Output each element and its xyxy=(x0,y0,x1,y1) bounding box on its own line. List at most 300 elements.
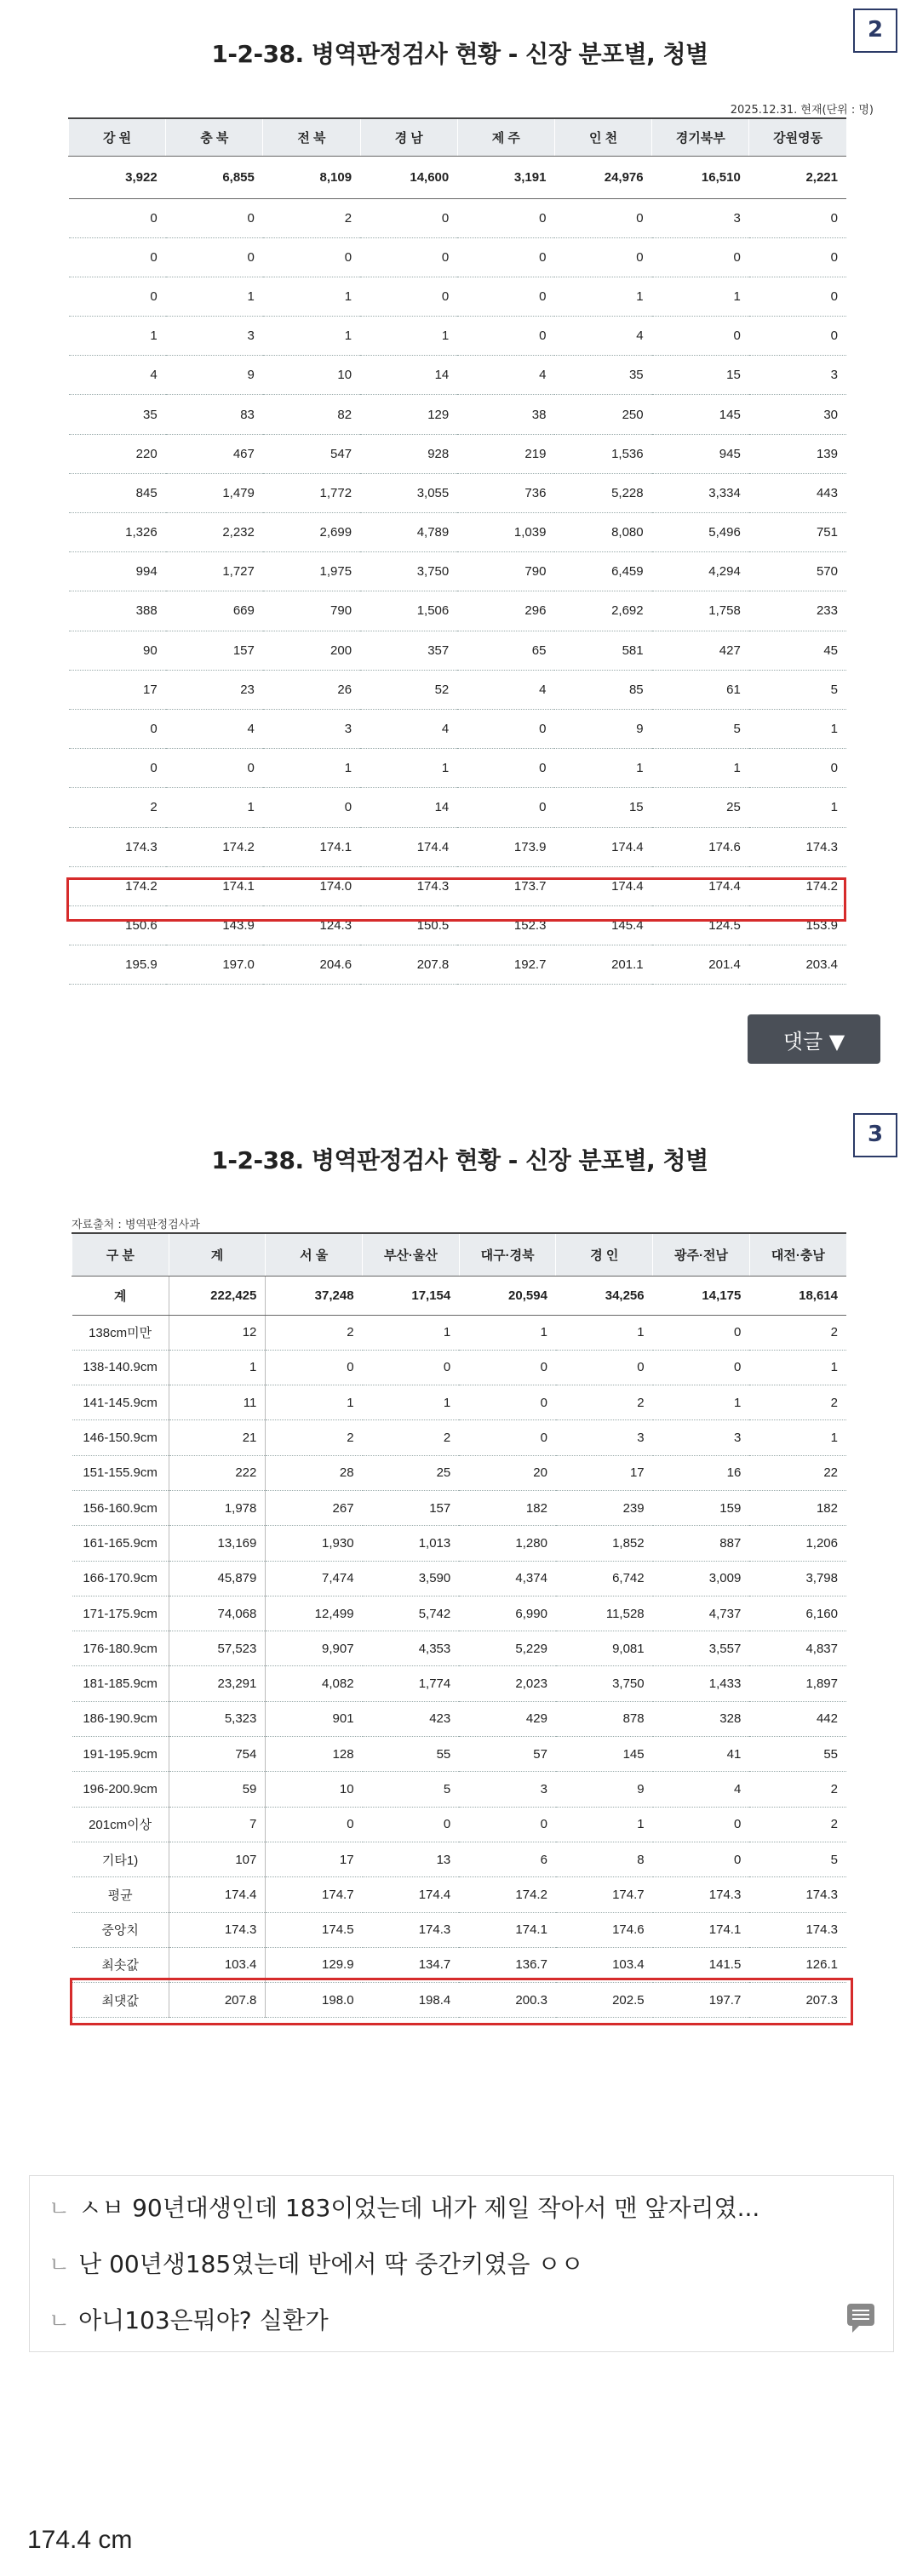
table-cell: 4 xyxy=(653,1772,750,1807)
table-cell: 0 xyxy=(457,788,554,827)
table-panel-1 xyxy=(34,0,885,1072)
table-cell: 30 xyxy=(749,395,846,434)
table-cell: 65 xyxy=(457,631,554,670)
table-cell: 196-200.9cm xyxy=(72,1772,169,1807)
table-cell: 174.3 xyxy=(749,827,846,866)
table-row xyxy=(72,1561,847,1596)
table-cell: 3,798 xyxy=(749,1561,846,1596)
table-cell: 4 xyxy=(166,709,263,748)
table-cell: 0 xyxy=(360,198,457,237)
table-cell: 222,425 xyxy=(169,1276,266,1315)
column-header: 충 북 xyxy=(166,118,263,156)
table-row xyxy=(72,1526,847,1561)
table-cell: 442 xyxy=(749,1701,846,1736)
reply-arrow-icon: ㄴ xyxy=(49,2196,71,2222)
table-cell: 174.0 xyxy=(263,866,360,905)
table-cell: 134.7 xyxy=(363,1947,460,1982)
table-cell: 202.5 xyxy=(556,1983,653,2018)
table-cell: 55 xyxy=(749,1737,846,1772)
table-cell: 191-195.9cm xyxy=(72,1737,169,1772)
table-cell: 1,013 xyxy=(363,1526,460,1561)
table-cell: 1 xyxy=(556,1807,653,1842)
table-cell: 0 xyxy=(653,1807,750,1842)
table-cell: 1,727 xyxy=(166,552,263,591)
column-header: 경기북부 xyxy=(652,118,749,156)
table-cell: 0 xyxy=(263,237,360,277)
table-row xyxy=(69,434,847,473)
table-cell: 1,978 xyxy=(169,1490,266,1525)
column-header: 부산·울산 xyxy=(363,1233,460,1276)
table-row xyxy=(69,513,847,552)
table-cell: 85 xyxy=(554,670,651,709)
table-cell: 3,009 xyxy=(653,1561,750,1596)
table-cell: 174.3 xyxy=(363,1912,460,1947)
speech-bubble-icon[interactable] xyxy=(847,2304,874,2326)
table-cell: 182 xyxy=(749,1490,846,1525)
table-cell: 198.0 xyxy=(266,1983,363,2018)
table-cell: 443 xyxy=(749,473,846,512)
table-row xyxy=(72,1631,847,1666)
table-cell: 15 xyxy=(652,356,749,395)
table-cell: 0 xyxy=(749,237,846,277)
table-cell: 3 xyxy=(556,1420,653,1455)
table-cell: 176-180.9cm xyxy=(72,1631,169,1666)
table-cell: 174.7 xyxy=(266,1877,363,1912)
table-cell: 174.3 xyxy=(169,1912,266,1947)
table-cell: 25 xyxy=(652,788,749,827)
table-cell: 124.3 xyxy=(263,905,360,945)
table-cell: 161-165.9cm xyxy=(72,1526,169,1561)
table-cell: 17,154 xyxy=(363,1276,460,1315)
table-cell: 669 xyxy=(166,591,263,631)
table-cell: 4 xyxy=(69,356,166,395)
table-cell: 198.4 xyxy=(363,1983,460,2018)
table-cell: 0 xyxy=(266,1807,363,1842)
table-total-row xyxy=(69,156,847,198)
table-cell: 128 xyxy=(266,1737,363,1772)
table-cell: 267 xyxy=(266,1490,363,1525)
table-cell: 3 xyxy=(653,1420,750,1455)
table-cell: 174.4 xyxy=(360,827,457,866)
table-cell: 129.9 xyxy=(266,1947,363,1982)
table-cell: 423 xyxy=(363,1701,460,1736)
table-row xyxy=(69,631,847,670)
table-cell: 23,291 xyxy=(169,1666,266,1701)
table-cell: 0 xyxy=(749,277,846,316)
table-cell: 143.9 xyxy=(166,905,263,945)
table-row xyxy=(69,945,847,985)
table-cell: 174.3 xyxy=(69,827,166,866)
table-cell: 150.6 xyxy=(69,905,166,945)
comment-item[interactable] xyxy=(49,2190,759,2224)
table-cell: 2 xyxy=(749,1315,846,1350)
table-cell: 1,039 xyxy=(457,513,554,552)
table-cell: 0 xyxy=(457,317,554,356)
table-cell: 9,081 xyxy=(556,1631,653,1666)
table-cell: 1 xyxy=(652,277,749,316)
table-cell: 204.6 xyxy=(263,945,360,985)
table-cell: 0 xyxy=(69,237,166,277)
table-cell: 16,510 xyxy=(652,156,749,198)
table-cell: 429 xyxy=(459,1701,556,1736)
reply-arrow-icon: ㄴ xyxy=(49,2253,71,2278)
table-cell: 157 xyxy=(166,631,263,670)
table-cell: 1,206 xyxy=(749,1526,846,1561)
table-cell: 11,528 xyxy=(556,1596,653,1631)
table-row xyxy=(72,1842,847,1876)
table-row xyxy=(72,1596,847,1631)
table-cell: 1 xyxy=(652,749,749,788)
table-row xyxy=(69,552,847,591)
table-cell: 20,594 xyxy=(459,1276,556,1315)
table-cell: 195.9 xyxy=(69,945,166,985)
table-row xyxy=(69,749,847,788)
table-cell: 0 xyxy=(459,1350,556,1385)
table-cell: 3,750 xyxy=(360,552,457,591)
column-header: 경 남 xyxy=(360,118,457,156)
table-cell: 57 xyxy=(459,1737,556,1772)
table-cell: 4,374 xyxy=(459,1561,556,1596)
table-cell: 581 xyxy=(554,631,651,670)
table-cell: 0 xyxy=(69,749,166,788)
table-cell: 0 xyxy=(652,317,749,356)
table-cell: 174.3 xyxy=(749,1877,846,1912)
table-cell: 3,557 xyxy=(653,1631,750,1666)
table-cell: 2 xyxy=(266,1315,363,1350)
table-cell: 0 xyxy=(459,1385,556,1420)
table-cell: 1 xyxy=(749,709,846,748)
table-cell: 13,169 xyxy=(169,1526,266,1561)
table-cell: 90 xyxy=(69,631,166,670)
column-header: 제 주 xyxy=(457,118,554,156)
table-cell: 174.2 xyxy=(749,866,846,905)
table-cell: 174.3 xyxy=(653,1877,750,1912)
table-cell: 8 xyxy=(556,1842,653,1876)
table-cell: 20 xyxy=(459,1455,556,1490)
table-cell: 4,353 xyxy=(363,1631,460,1666)
table-cell: 0 xyxy=(749,749,846,788)
table-total-row xyxy=(72,1276,847,1315)
table-cell: 174.4 xyxy=(652,866,749,905)
table-cell: 141.5 xyxy=(653,1947,750,1982)
table-cell: 11 xyxy=(169,1385,266,1420)
table-cell: 0 xyxy=(69,709,166,748)
table-cell: 2 xyxy=(266,1420,363,1455)
table-cell: 219 xyxy=(457,434,554,473)
table-cell: 138cm미만 xyxy=(72,1315,169,1350)
table-cell: 0 xyxy=(554,198,651,237)
table-cell: 2,699 xyxy=(263,513,360,552)
table-cell: 17 xyxy=(556,1455,653,1490)
table-cell: 1 xyxy=(749,1350,846,1385)
table-cell: 388 xyxy=(69,591,166,631)
table-cell: 10 xyxy=(263,356,360,395)
table-cell: 1 xyxy=(653,1385,750,1420)
table-cell: 197.0 xyxy=(166,945,263,985)
table-cell: 0 xyxy=(360,237,457,277)
table-cell: 1 xyxy=(166,277,263,316)
table-cell: 994 xyxy=(69,552,166,591)
table-row xyxy=(72,1737,847,1772)
table-cell: 5,228 xyxy=(554,473,651,512)
table-cell: 4,737 xyxy=(653,1596,750,1631)
table-cell: 878 xyxy=(556,1701,653,1736)
table-cell: 8,109 xyxy=(263,156,360,198)
table-cell: 174.3 xyxy=(749,1912,846,1947)
table-cell: 220 xyxy=(69,434,166,473)
table-cell: 14,175 xyxy=(653,1276,750,1315)
table-cell: 2 xyxy=(263,198,360,237)
table-cell: 166-170.9cm xyxy=(72,1561,169,1596)
table-cell: 203.4 xyxy=(749,945,846,985)
table-cell: 1 xyxy=(556,1315,653,1350)
table-cell: 기타1) xyxy=(72,1842,169,1876)
table-cell: 5,229 xyxy=(459,1631,556,1666)
table-cell: 197.7 xyxy=(653,1983,750,2018)
table-cell: 14 xyxy=(360,788,457,827)
table-cell: 207.8 xyxy=(169,1983,266,2018)
table-cell: 1,930 xyxy=(266,1526,363,1561)
table-cell: 5 xyxy=(749,670,846,709)
panel-2-table xyxy=(72,1232,846,2018)
table-cell: 5,742 xyxy=(363,1596,460,1631)
column-header: 광주·전남 xyxy=(653,1233,750,1276)
table-cell: 754 xyxy=(169,1737,266,1772)
table-cell: 174.4 xyxy=(169,1877,266,1912)
column-header: 계 xyxy=(169,1233,266,1276)
table-cell: 1 xyxy=(69,317,166,356)
panel-1-title: 1-2-38. 병역판정검사 현황 - 신장 분포별, 청별 xyxy=(211,40,708,68)
table-cell: 2 xyxy=(363,1420,460,1455)
table-cell: 124.5 xyxy=(652,905,749,945)
table-cell: 1 xyxy=(363,1385,460,1420)
table-cell: 145 xyxy=(556,1737,653,1772)
table-cell: 186-190.9cm xyxy=(72,1701,169,1736)
column-header: 대구·경북 xyxy=(459,1233,556,1276)
table-cell: 103.4 xyxy=(556,1947,653,1982)
table-cell: 174.4 xyxy=(554,827,651,866)
table-cell: 1 xyxy=(749,1420,846,1455)
column-header: 대전·충남 xyxy=(749,1233,846,1276)
table-cell: 107 xyxy=(169,1842,266,1876)
table-cell: 174.1 xyxy=(653,1912,750,1947)
table-cell: 4,789 xyxy=(360,513,457,552)
table-cell: 1,758 xyxy=(652,591,749,631)
table-cell: 16 xyxy=(653,1455,750,1490)
table-cell: 570 xyxy=(749,552,846,591)
table-cell: 1 xyxy=(263,749,360,788)
table-cell: 0 xyxy=(653,1842,750,1876)
table-cell: 547 xyxy=(263,434,360,473)
table-cell: 181-185.9cm xyxy=(72,1666,169,1701)
table-cell: 3 xyxy=(652,198,749,237)
table-cell: 790 xyxy=(457,552,554,591)
table-cell: 35 xyxy=(554,356,651,395)
table-cell: 174.2 xyxy=(69,866,166,905)
table-cell: 9 xyxy=(556,1772,653,1807)
table-row xyxy=(72,1315,847,1350)
table-cell: 52 xyxy=(360,670,457,709)
table-cell: 14,600 xyxy=(360,156,457,198)
table-cell: 296 xyxy=(457,591,554,631)
table-cell: 174.6 xyxy=(652,827,749,866)
table-cell: 0 xyxy=(457,277,554,316)
table-cell: 2 xyxy=(69,788,166,827)
table-cell: 3,922 xyxy=(69,156,166,198)
table-cell: 9 xyxy=(554,709,651,748)
table-cell: 1,433 xyxy=(653,1666,750,1701)
table-cell: 159 xyxy=(653,1490,750,1525)
table-cell: 5 xyxy=(363,1772,460,1807)
table-row xyxy=(72,1912,847,1947)
table-cell: 0 xyxy=(459,1807,556,1842)
table-cell: 45 xyxy=(749,631,846,670)
panel-2-badge: 3 xyxy=(853,1113,897,1157)
comment-item[interactable] xyxy=(49,2246,584,2280)
table-cell: 17 xyxy=(266,1842,363,1876)
table-cell: 중앙치 xyxy=(72,1912,169,1947)
column-header: 강원영동 xyxy=(749,118,846,156)
table-cell: 83 xyxy=(166,395,263,434)
table-cell: 15 xyxy=(554,788,651,827)
table-cell: 174.3 xyxy=(360,866,457,905)
column-header: 전 북 xyxy=(263,118,360,156)
table-row xyxy=(72,1666,847,1701)
table-row xyxy=(69,473,847,512)
table-cell: 0 xyxy=(69,277,166,316)
table-cell: 25 xyxy=(363,1455,460,1490)
panel-1-badge: 2 xyxy=(853,9,897,53)
table-row xyxy=(69,198,847,237)
table-cell: 0 xyxy=(457,709,554,748)
table-cell: 4,837 xyxy=(749,1631,846,1666)
caption-text: 174.4 cm xyxy=(27,2526,133,2554)
table-cell: 736 xyxy=(457,473,554,512)
comment-text: 아니103은뭐야? 실환가 xyxy=(78,2306,329,2334)
table-cell: 0 xyxy=(363,1807,460,1842)
table-cell: 22 xyxy=(749,1455,846,1490)
table-cell: 0 xyxy=(749,317,846,356)
column-header: 강 원 xyxy=(69,118,166,156)
table-cell: 1 xyxy=(263,317,360,356)
table-cell: 1,975 xyxy=(263,552,360,591)
table-cell: 145.4 xyxy=(554,905,651,945)
column-header: 구 분 xyxy=(72,1233,169,1276)
table-cell: 146-150.9cm xyxy=(72,1420,169,1455)
table-cell: 3 xyxy=(166,317,263,356)
table-cell: 17 xyxy=(69,670,166,709)
table-cell: 207.3 xyxy=(749,1983,846,2018)
table-cell: 3,191 xyxy=(457,156,554,198)
table-cell: 222 xyxy=(169,1455,266,1490)
table-row xyxy=(69,317,847,356)
table-cell: 평균 xyxy=(72,1877,169,1912)
table-cell: 0 xyxy=(554,237,651,277)
table-cell: 0 xyxy=(653,1315,750,1350)
table-cell: 171-175.9cm xyxy=(72,1596,169,1631)
table-cell: 2 xyxy=(556,1385,653,1420)
table-cell: 136.7 xyxy=(459,1947,556,1982)
table-cell: 141-145.9cm xyxy=(72,1385,169,1420)
table-cell: 1 xyxy=(363,1315,460,1350)
table-cell: 14 xyxy=(360,356,457,395)
table-cell: 207.8 xyxy=(360,945,457,985)
table-cell: 82 xyxy=(263,395,360,434)
table-cell: 192.7 xyxy=(457,945,554,985)
table-cell: 24,976 xyxy=(554,156,651,198)
table-cell: 5 xyxy=(652,709,749,748)
table-cell: 3 xyxy=(749,356,846,395)
table-cell: 1,326 xyxy=(69,513,166,552)
table-cell: 18,614 xyxy=(749,1276,846,1315)
table-row xyxy=(72,1490,847,1525)
table-cell: 4,294 xyxy=(652,552,749,591)
table-cell: 1,852 xyxy=(556,1526,653,1561)
table-row xyxy=(72,1350,847,1385)
table-cell: 4 xyxy=(554,317,651,356)
table-cell: 2 xyxy=(749,1772,846,1807)
table-cell: 151-155.9cm xyxy=(72,1455,169,1490)
table-cell: 0 xyxy=(457,198,554,237)
table-cell: 173.9 xyxy=(457,827,554,866)
table-row xyxy=(72,1772,847,1807)
table-row xyxy=(72,1420,847,1455)
table-row xyxy=(69,709,847,748)
table-cell: 0 xyxy=(263,788,360,827)
table-cell: 145 xyxy=(652,395,749,434)
comment-item[interactable] xyxy=(49,2302,329,2336)
table-cell: 129 xyxy=(360,395,457,434)
table-cell: 328 xyxy=(653,1701,750,1736)
table-cell: 1 xyxy=(263,277,360,316)
table-cell: 153.9 xyxy=(749,905,846,945)
table-cell: 57,523 xyxy=(169,1631,266,1666)
table-row xyxy=(69,277,847,316)
table-cell: 3,750 xyxy=(556,1666,653,1701)
table-cell: 233 xyxy=(749,591,846,631)
table-cell: 9,907 xyxy=(266,1631,363,1666)
table-cell: 1 xyxy=(554,277,651,316)
table-cell: 1,897 xyxy=(749,1666,846,1701)
table-cell: 2 xyxy=(749,1807,846,1842)
table-cell: 4 xyxy=(457,356,554,395)
table-cell: 0 xyxy=(653,1350,750,1385)
table-cell: 41 xyxy=(653,1737,750,1772)
table-cell: 467 xyxy=(166,434,263,473)
table-row xyxy=(72,1455,847,1490)
table-cell: 139 xyxy=(749,434,846,473)
table-cell: 174.1 xyxy=(263,827,360,866)
table-row xyxy=(69,591,847,631)
table-cell: 157 xyxy=(363,1490,460,1525)
table-cell: 최솟값 xyxy=(72,1947,169,1982)
table-row xyxy=(72,1385,847,1420)
table-cell: 13 xyxy=(363,1842,460,1876)
table-header-row xyxy=(72,1233,847,1276)
table-cell: 6,990 xyxy=(459,1596,556,1631)
table-cell: 6 xyxy=(459,1842,556,1876)
table-row xyxy=(72,1877,847,1912)
table-cell: 928 xyxy=(360,434,457,473)
table-row xyxy=(72,1807,847,1842)
table-cell: 7 xyxy=(169,1807,266,1842)
table-cell: 945 xyxy=(652,434,749,473)
table-cell: 3 xyxy=(459,1772,556,1807)
table-cell: 182 xyxy=(459,1490,556,1525)
table-cell: 200 xyxy=(263,631,360,670)
table-cell: 156-160.9cm xyxy=(72,1490,169,1525)
comments-toggle-button[interactable] xyxy=(748,1014,880,1064)
